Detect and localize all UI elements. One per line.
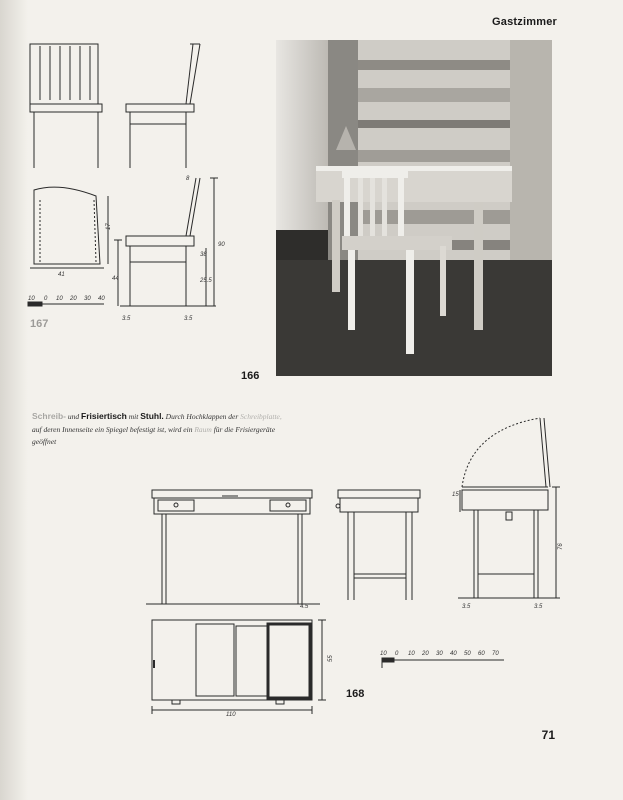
desk-scale-tick: 20 xyxy=(422,651,429,657)
chair-back-height: 90 xyxy=(218,242,225,248)
chair-scale-tick: 40 xyxy=(98,296,105,302)
caption-faded-1: Schreibplatte, xyxy=(240,412,282,421)
caption-text-2: auf deren Innenseite ein Spiegel befestigt ist, wird ein xyxy=(32,424,193,434)
caption-faded-2: Raum xyxy=(194,424,212,434)
desk-plan-view xyxy=(152,620,326,714)
desk-scale-tick: 70 xyxy=(492,651,499,657)
desk-side-height: 76 xyxy=(558,543,564,550)
desk-scale-tick: 50 xyxy=(464,651,471,657)
chair-seat-depth: 41 xyxy=(58,272,65,278)
caption-connector-1: und xyxy=(67,412,80,421)
chair-scale-tick: 10 xyxy=(56,296,63,302)
desk-front-elevation xyxy=(146,490,320,604)
caption-text-1: Durch Hochklappen der xyxy=(165,412,239,421)
chair-scale-tick: 0 xyxy=(44,296,48,302)
figure-label-166: 166 xyxy=(241,370,260,382)
chair-scale-tick: 10 xyxy=(28,296,35,302)
desk-scale-bar xyxy=(382,658,504,668)
chair-top-right: 8 xyxy=(186,176,190,182)
chair-scale-tick: 20 xyxy=(70,296,77,302)
section-header: Gastzimmer xyxy=(492,16,557,28)
figure-label-168: 168 xyxy=(346,688,365,700)
desk-front-foot: 4.5 xyxy=(300,604,309,610)
chair-angle-label: 17 xyxy=(106,223,112,230)
desk-side-foot-right: 3.5 xyxy=(534,604,543,610)
chair-scale-tick: 30 xyxy=(84,296,91,302)
desk-scale-tick: 30 xyxy=(436,651,443,657)
desk-side-top: 15 xyxy=(452,492,459,498)
caption-title-3: Stuhl. xyxy=(140,411,164,421)
chair-foot-left: 3.5 xyxy=(122,316,131,322)
desk-plan-depth: 55 xyxy=(328,655,334,662)
chair-seat-height: 44 xyxy=(112,276,119,282)
desk-side-elevation xyxy=(336,490,420,600)
desk-scale-tick: 60 xyxy=(478,651,485,657)
chair-foot-right: 3.5 xyxy=(184,316,193,322)
desk-scale-tick: 10 xyxy=(380,651,387,657)
caption-title-2: Frisiertisch xyxy=(81,411,127,421)
desk-scale-tick: 10 xyxy=(408,651,415,657)
page-number: 71 xyxy=(541,728,555,742)
caption-text-3: für die Frisiergeräte geöffnet xyxy=(32,424,276,446)
chair-seat-to-base: 25.5 xyxy=(200,278,212,284)
chair-mid-height: 38 xyxy=(200,252,207,258)
desk-side-foot-left: 3.5 xyxy=(462,604,471,610)
desk-scale-tick: 40 xyxy=(450,651,457,657)
desk-scale-ticks xyxy=(380,651,499,657)
figure-label-167: 167 xyxy=(30,318,49,330)
desk-plan-width: 110 xyxy=(226,712,236,718)
caption-title-1: Schreib- xyxy=(32,411,67,421)
desk-section-open-lid xyxy=(458,418,560,598)
caption-connector-2: mit xyxy=(128,412,139,421)
desk-scale-tick: 0 xyxy=(395,651,399,657)
